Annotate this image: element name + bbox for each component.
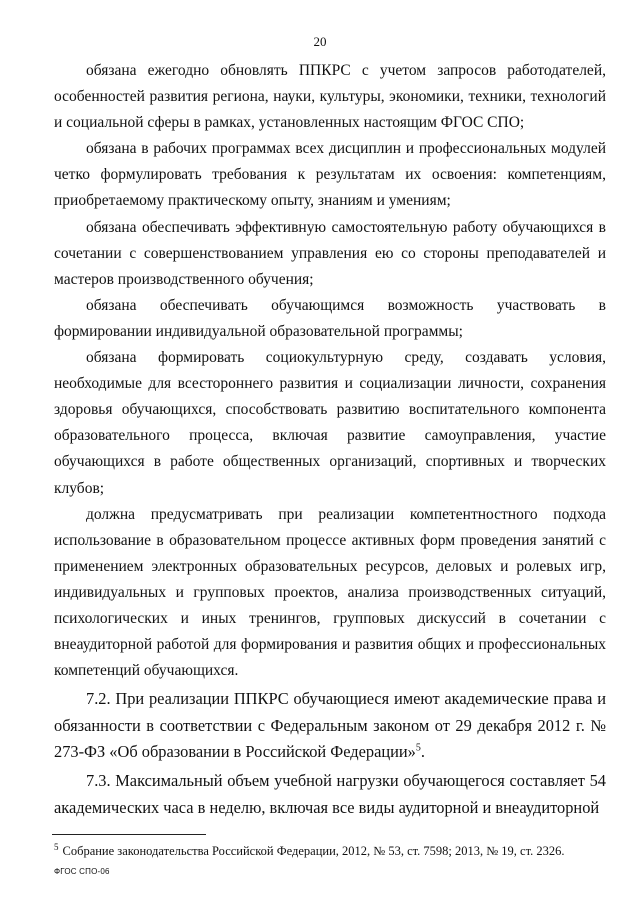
section-7-3: 7.3. Максимальный объем учебной нагрузки обучающегося составляет 54 академических часа в неделю, включая все виды аудиторной и внеаудиторной	[54, 771, 606, 817]
footnote-divider	[52, 834, 206, 835]
footnote	[54, 843, 614, 859]
paragraph-learning-outcomes: обязана в рабочих программах всех дисциплин и профессиональных модулей четко формулировать требования к результатам их освоения: компетенциям, приобретаемому практическому опыту, знаниям и умениям;	[54, 140, 606, 210]
section-7-2-end: .	[420, 742, 425, 762]
document-body	[54, 58, 606, 821]
footnote-marker: 5	[54, 841, 59, 852]
paragraph-individual-program: обязана обеспечивать обучающимся возможность участвовать в формировании индивидуальной образовательной программы;	[54, 296, 606, 340]
section-7-2	[54, 686, 606, 766]
section-7-2-text: 7.2. При реализации ППКРС обучающиеся имеют академические права и обязанности в соответствии с Федеральным законом от 29 декабря 2012 г. № 273-ФЗ «Об образовании в Российской Федерации»	[54, 689, 606, 762]
document-code: ФГОС СПО-06	[54, 867, 110, 876]
footnote-text: Собрание законодательства Российской Федерации, 2012, № 53, ст. 7598; 2013, № 19, ст. 2326.	[62, 844, 565, 858]
footnote-reference: 5	[415, 742, 421, 754]
paragraph-active-learning-forms: должна предусматривать при реализации компетентностного подхода использование в образовательном процессе активных форм проведения занятий с применением электронных образовательных ресурсов, деловых и ролевых игр, индивидуальных и групповых проектов, анализа производственных ситуаций, психологических и иных тренингов, групповых дискуссий в сочетании с внеаудиторной работой для формирования и развития общих и профессиональных компетенций обучающихся.	[54, 505, 606, 680]
paragraph-sociocultural-environment: обязана формировать социокультурную среду, создавать условия, необходимые для всестороннего развития и социализации личности, сохранения здоровья обучающихся, способствовать развитию воспитательного компонента образовательного процесса, включая развитие самоуправления, участие обучающихся в работе общественных организаций, спортивных и творческих клубов;	[54, 349, 606, 497]
paragraph-independent-work: обязана обеспечивать эффективную самостоятельную работу обучающихся в сочетании с совершенствованием управления ею со стороны преподавателей и мастеров производственного обучения;	[54, 218, 606, 288]
page-number: 20	[313, 34, 327, 49]
paragraph-update-program: обязана ежегодно обновлять ППКРС с учетом запросов работодателей, особенностей развития региона, науки, культуры, экономики, техники, технологий и социальной сферы в рамках, установленных настоящим ФГОС СПО;	[54, 62, 606, 132]
